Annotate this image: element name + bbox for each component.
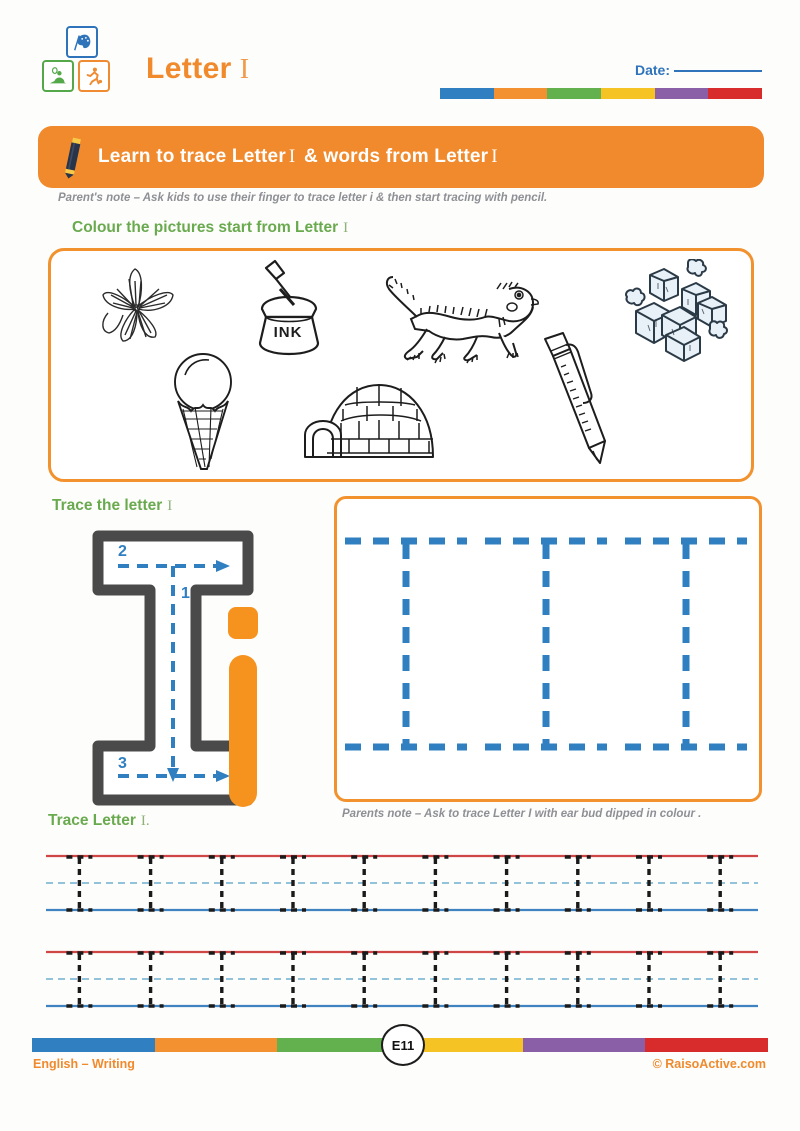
ice-cream-picture (161, 349, 246, 477)
stroke-number-1: 1 (181, 585, 190, 602)
practice-row-2[interactable] (46, 948, 758, 1010)
stroke-number-2: 2 (118, 543, 127, 560)
paint-palette-icon (66, 26, 98, 58)
row-heading-text: Trace Letter (48, 812, 136, 829)
colour-section-heading (72, 219, 348, 237)
color-bar-segment-6 (645, 1038, 768, 1052)
ink-pot-label: INK (273, 324, 303, 341)
color-bar-segment-5 (655, 88, 709, 99)
trace-heading-text: Trace the letter (52, 497, 163, 514)
date-field[interactable] (635, 62, 762, 78)
color-bar-segment-3 (547, 88, 601, 99)
dashed-letter-i-3 (625, 541, 747, 747)
lowercase-i-dot (228, 607, 258, 639)
subject-label: English – Writing (33, 1057, 135, 1071)
banner-letter-1: I (288, 146, 296, 167)
running-child-icon (78, 60, 110, 92)
color-bar-segment-6 (708, 88, 762, 99)
page-title (146, 52, 249, 86)
igloo-picture (301, 361, 441, 471)
colour-heading-text: Colour the pictures start from Letter (72, 219, 339, 236)
row-heading-letter: I. (140, 813, 150, 829)
ink-pot-picture (236, 257, 341, 362)
banner-text-before: Learn to trace Letter (98, 146, 286, 167)
trace-heading-letter: I (167, 498, 173, 514)
parent-note-dashed-box: Parents note – Ask to trace Letter I with ear bud dipped in colour . (342, 808, 702, 820)
teacher-icon (42, 60, 74, 92)
banner-letter-2: I (491, 146, 498, 167)
banner-text (98, 146, 501, 168)
instruction-banner (38, 126, 764, 188)
banner-text-middle: & words from Letter (303, 146, 489, 167)
color-bar-segment-1 (440, 88, 494, 99)
page-title-letter: I (239, 54, 250, 85)
colour-heading-letter: I (343, 220, 349, 236)
header-color-bar (440, 88, 762, 99)
practice-row-1[interactable] (46, 852, 758, 914)
colour-pictures-box (48, 248, 754, 482)
lowercase-i-letter (228, 607, 258, 807)
parent-note-top: Parent's note – Ask kids to use their finger to trace letter i & then start tracing with pencil. (58, 192, 548, 204)
stroke-number-3: 3 (118, 755, 127, 772)
color-bar-segment-5 (523, 1038, 646, 1052)
row-section-heading (48, 812, 150, 830)
trace-section-heading (52, 497, 172, 515)
ink-pen-picture (521, 331, 631, 471)
color-bar-segment-2 (155, 1038, 278, 1052)
color-bar-segment-2 (494, 88, 548, 99)
page-code-badge: E11 (381, 1024, 425, 1066)
pencil-icon (58, 134, 88, 180)
page-title-text: Letter (146, 52, 232, 85)
brand-logo (40, 26, 132, 96)
date-blank-line[interactable] (674, 70, 762, 72)
copyright-label[interactable]: © RaisoActive.com (652, 1057, 766, 1071)
page-header (0, 0, 800, 112)
iris-flower-picture (83, 261, 193, 351)
dashed-trace-box[interactable] (334, 496, 762, 802)
dashed-letters-group (337, 499, 759, 799)
dashed-letter-i-2 (485, 541, 607, 747)
date-label-text: Date: (634, 62, 670, 78)
color-bar-segment-4 (601, 88, 655, 99)
dashed-letter-i-1 (345, 541, 467, 747)
lowercase-i-stem (229, 655, 257, 807)
color-bar-segment-1 (32, 1038, 155, 1052)
